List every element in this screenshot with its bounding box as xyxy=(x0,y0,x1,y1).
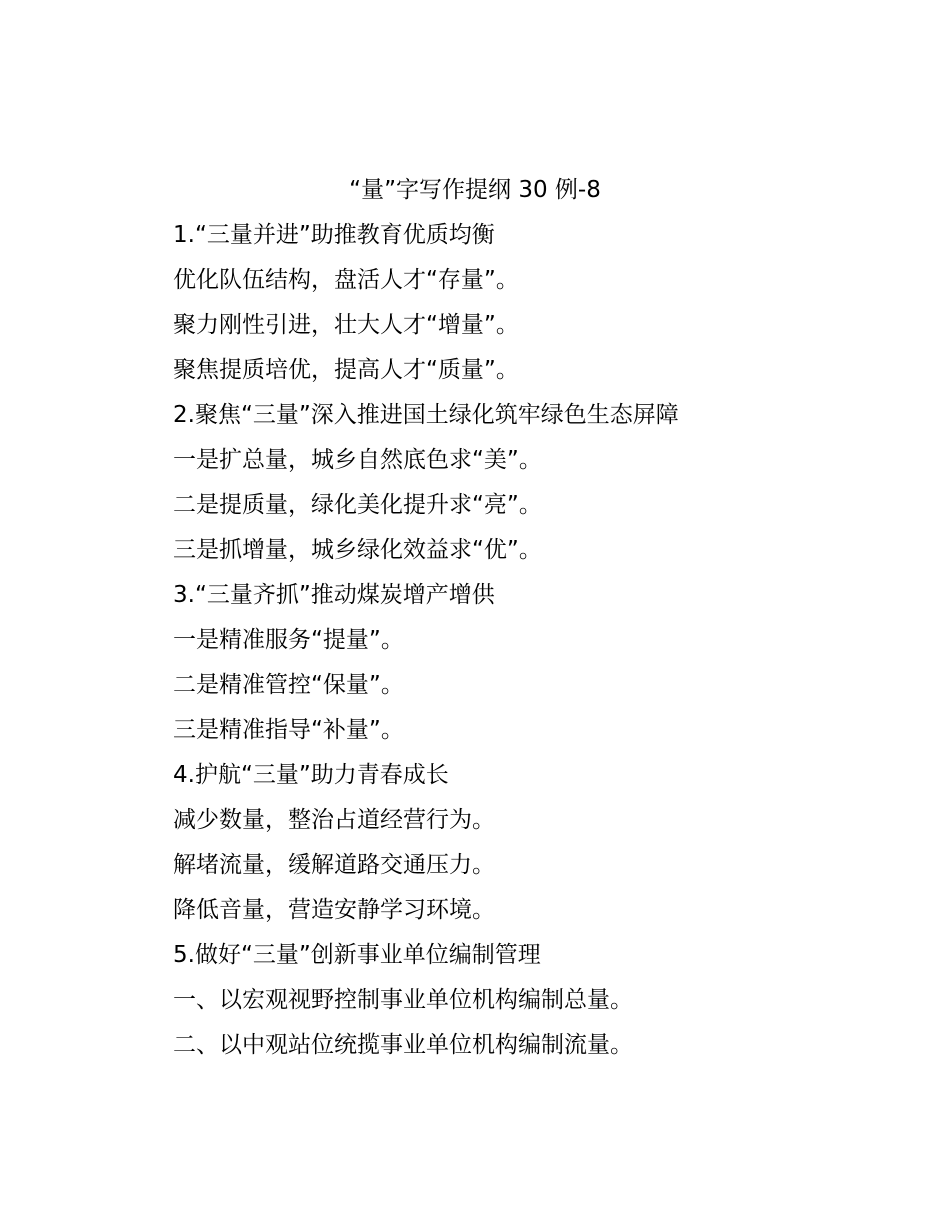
document-body xyxy=(173,215,873,1070)
outline-heading: 3.“三量齐抓”推动煤炭增产增供 xyxy=(173,582,495,608)
outline-point: 聚力刚性引进，壮大人才“增量”。 xyxy=(173,312,519,338)
outline-heading: 2.聚焦“三量”深入推进国土绿化筑牢绿色生态屏障 xyxy=(173,402,679,428)
outline-point: 一是精准服务“提量”。 xyxy=(173,627,404,653)
document-title: “量”字写作提纲 30 例-8 xyxy=(349,177,601,203)
outline-point: 一、以宏观视野控制事业单位机构编制总量。 xyxy=(173,987,633,1013)
outline-point: 三是精准指导“补量”。 xyxy=(173,717,404,743)
outline-heading: 4.护航“三量”助力青春成长 xyxy=(173,762,449,788)
outline-point: 二是精准管控“保量”。 xyxy=(173,672,404,698)
outline-point: 解堵流量，缓解道路交通压力。 xyxy=(173,852,495,878)
outline-heading: 5.做好“三量”创新事业单位编制管理 xyxy=(173,942,541,968)
outline-point: 优化队伍结构，盘活人才“存量”。 xyxy=(173,267,519,293)
outline-point: 减少数量，整治占道经营行为。 xyxy=(173,807,495,833)
outline-point: 降低音量，营造安静学习环境。 xyxy=(173,897,495,923)
outline-point: 聚焦提质培优，提高人才“质量”。 xyxy=(173,357,519,383)
outline-point: 二、以中观站位统揽事业单位机构编制流量。 xyxy=(173,1032,633,1058)
outline-point: 三是抓增量，城乡绿化效益求“优”。 xyxy=(173,537,542,563)
outline-heading: 1.“三量并进”助推教育优质均衡 xyxy=(173,222,495,248)
outline-point: 一是扩总量，城乡自然底色求“美”。 xyxy=(173,447,542,473)
outline-point: 二是提质量，绿化美化提升求“亮”。 xyxy=(173,492,542,518)
